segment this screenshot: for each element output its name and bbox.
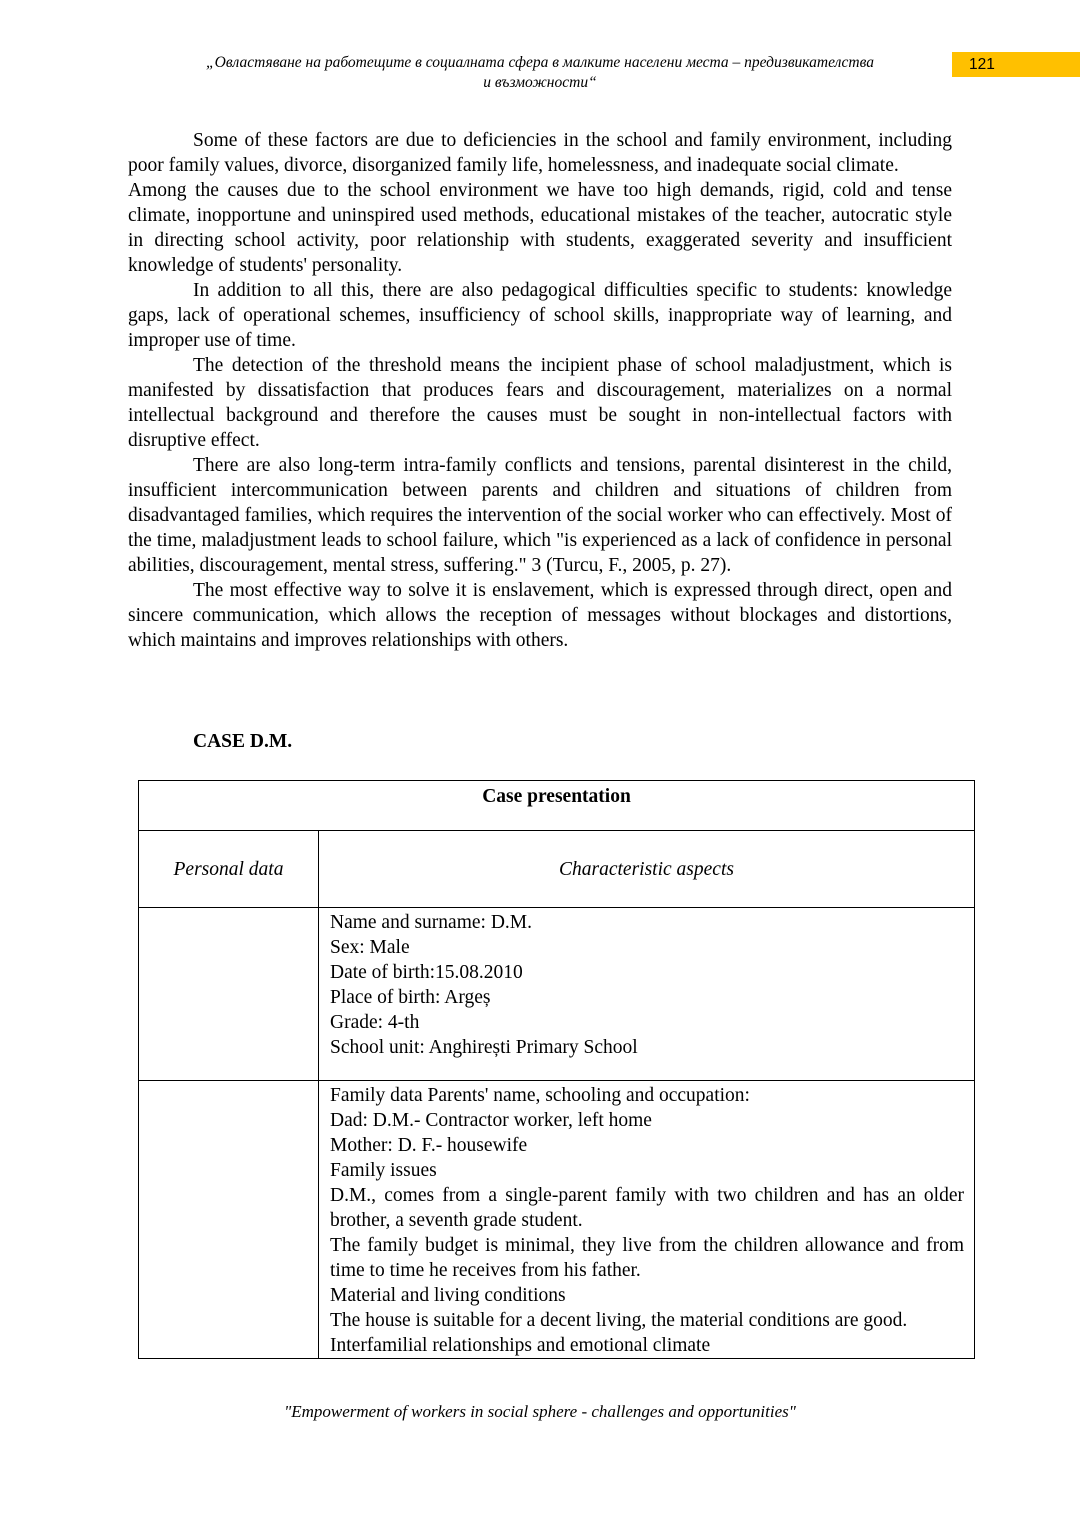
family-line: Interfamilial relationships and emotional climate	[330, 1335, 711, 1356]
personal-line: Name and surname: D.M.	[330, 912, 532, 933]
personal-line: Date of birth:15.08.2010	[330, 962, 523, 983]
empty-cell	[139, 908, 319, 1081]
paragraph: Among the causes due to the school environment we have too high demands, rigid, cold and tense climate, inopportune and uninspired used methods, educational mistakes of the teacher, autocratic style in directing school activity, poor relationship with students, exaggerated severity and insufficient knowledge of students' personality.	[128, 180, 952, 276]
family-line: D.M., comes from a single-parent family with two children and has an older brother, a seventh grade student.	[330, 1185, 964, 1231]
paragraph: There are also long-term intra-family conflicts and tensions, parental disinterest in the child, insufficient intercommunication between parents and children and situations of children from disadvantaged families, which requires the intervention of the social worker who can effectively. Most of the time, maladjustment leads to school failure, which "is experienced as a lack of confidence in personal abilities, discouragement, mental stress, suffering." 3 (Turcu, F., 2005, p. 27).	[128, 455, 952, 576]
paragraph: The detection of the threshold means the incipient phase of school maladjustment, which is manifested by dissatisfaction that produces fears and discouragement, materializes on a normal intellectual background and therefore the causes must be sought in non-intellectual factors with disruptive effect.	[128, 355, 952, 451]
family-line: Mother: D. F.- housewife	[330, 1135, 528, 1156]
family-data-cell	[319, 1081, 975, 1359]
running-header	[140, 53, 940, 93]
case-title: CASE D.M.	[193, 731, 293, 752]
personal-line: School unit: Anghirești Primary School	[330, 1037, 638, 1058]
family-line: Dad: D.M.- Contractor worker, left home	[330, 1110, 652, 1131]
paragraph: In addition to all this, there are also pedagogical difficulties specific to students: knowledge gaps, lack of operational schemes, insufficiency of school skills, inappropriate way of learning, and improper use of time.	[128, 280, 952, 351]
case-presentation-table	[138, 780, 975, 1359]
personal-line: Sex: Male	[330, 937, 410, 958]
family-line: The family budget is minimal, they live from the children allowance and from time to time he receives from his father.	[330, 1235, 964, 1281]
column-header-characteristic-aspects: Characteristic aspects	[319, 831, 975, 908]
personal-line: Place of birth: Argeș	[330, 987, 491, 1008]
header-title-line1: „Овластяване на работещите в социалната сфера в малките населени места – предизвикателства	[206, 54, 874, 71]
family-line: Family issues	[330, 1160, 437, 1181]
paragraph: Some of these factors are due to deficiencies in the school and family environment, including poor family values, divorce, disorganized family life, homelessness, and inadequate social climate.	[128, 130, 952, 176]
personal-data-cell	[319, 908, 975, 1081]
column-header-personal-data: Personal data	[139, 831, 319, 908]
empty-cell	[139, 1081, 319, 1359]
body-text	[128, 128, 952, 653]
personal-line: Grade: 4-th	[330, 1012, 420, 1033]
page-number-badge: 121	[952, 52, 1080, 77]
paragraph: The most effective way to solve it is enslavement, which is expressed through direct, open and sincere communication, which allows the reception of messages without blockages and distortions, which maintains and improves relationships with others.	[128, 580, 952, 651]
family-line: Material and living conditions	[330, 1285, 566, 1306]
running-footer: "Empowerment of workers in social sphere - challenges and opportunities"	[284, 1402, 796, 1421]
table-title: Case presentation	[139, 781, 975, 831]
family-line: Family data Parents' name, schooling and occupation:	[330, 1085, 750, 1106]
family-line: The house is suitable for a decent living, the material conditions are good.	[330, 1310, 908, 1331]
header-title-line2: и възможности“	[483, 74, 597, 91]
